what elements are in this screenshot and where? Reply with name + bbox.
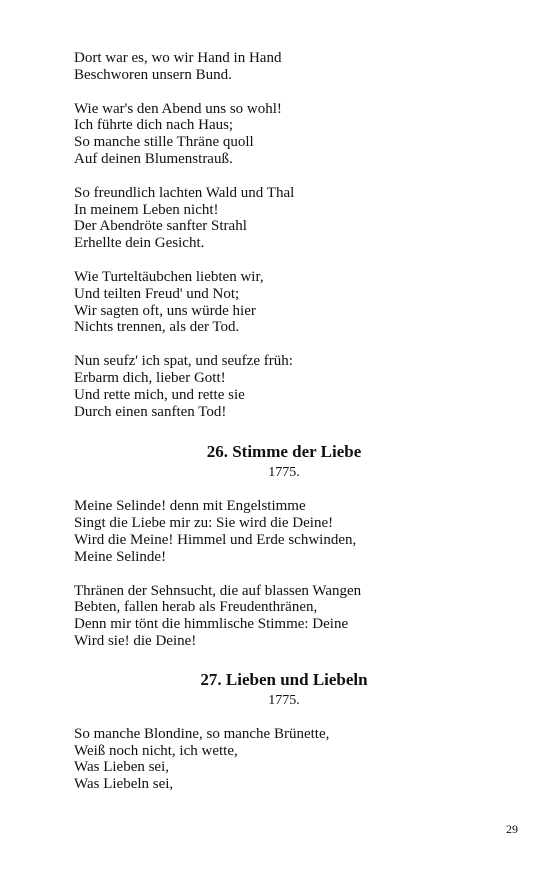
- verse-line: Wird die Meine! Himmel und Erde schwinden,: [74, 531, 357, 548]
- verse-line: Ich führte dich nach Haus;: [74, 117, 234, 134]
- verse-line: Erbarm dich, lieber Gott!: [74, 369, 226, 386]
- verse-line: So manche Blondine, so manche Brünette,: [74, 725, 330, 742]
- verse-line: Singt die Liebe mir zu: Sie wird die Deine!: [74, 515, 334, 532]
- verse-line: Meine Selinde! denn mit Engelstimme: [74, 498, 306, 515]
- poem-title: 26. Stimme der Liebe: [206, 442, 362, 462]
- verse-line: Thränen der Sehnsucht, die auf blassen Wangen: [74, 582, 362, 599]
- verse-line: Dort war es, wo wir Hand in Hand: [74, 50, 282, 66]
- verse-line: Meine Selinde!: [74, 548, 167, 565]
- stanza: [74, 583, 494, 650]
- verse-line: Beschworen unsern Bund.: [74, 66, 232, 83]
- verse-line: Wie Turteltäubchen liebten wir,: [74, 268, 264, 285]
- verse-line: So manche stille Thräne quoll: [74, 134, 254, 151]
- stanza: [74, 498, 494, 565]
- poem-26: [74, 442, 494, 649]
- verse-line: Wir sagten oft, uns würde hier: [74, 302, 256, 319]
- verse-line: Was Liebeln sei,: [74, 776, 174, 793]
- verse-line: Wie war's den Abend uns so wohl!: [74, 100, 282, 117]
- page-number: 29: [506, 822, 518, 836]
- verse-line: Nun seufz' ich spat, und seufze früh:: [74, 353, 293, 370]
- verse-line: Wird sie! die Deine!: [74, 632, 197, 649]
- verse-line: Auf deinen Blumenstrauß.: [74, 150, 233, 167]
- verse-line: In meinem Leben nicht!: [74, 201, 219, 218]
- verse-line: Denn mir tönt die himmlische Stimme: Deine: [74, 616, 349, 633]
- stanza: [74, 50, 494, 84]
- stanza: [74, 185, 494, 252]
- poem-27: [74, 670, 494, 793]
- stanza: [74, 726, 494, 793]
- verse-line: Erhellte dein Gesicht.: [74, 235, 205, 252]
- verse-line: Weiß noch nicht, ich wette,: [74, 742, 238, 759]
- verse-line: So freundlich lachten Wald und Thal: [74, 184, 295, 201]
- verse-line: Und rette mich, und rette sie: [74, 386, 245, 403]
- verse-line: Und teilten Freud' und Not;: [74, 285, 240, 302]
- verse-line: Bebten, fallen herab als Freudenthränen,: [74, 599, 318, 616]
- stanza: [74, 353, 494, 420]
- stanza: [74, 101, 494, 168]
- poem-title: 27. Lieben und Liebeln: [200, 669, 368, 689]
- poem-25-continuation: [74, 50, 494, 420]
- stanza: [74, 269, 494, 336]
- verse-line: Nichts trennen, als der Tod.: [74, 319, 240, 336]
- poem-year: 1775.: [268, 692, 300, 708]
- verse-line: Der Abendröte sanfter Strahl: [74, 218, 247, 235]
- verse-line: Durch einen sanften Tod!: [74, 403, 227, 420]
- poem-year: 1775.: [268, 465, 300, 481]
- page-content: [74, 50, 494, 793]
- verse-line: Was Lieben sei,: [74, 759, 170, 776]
